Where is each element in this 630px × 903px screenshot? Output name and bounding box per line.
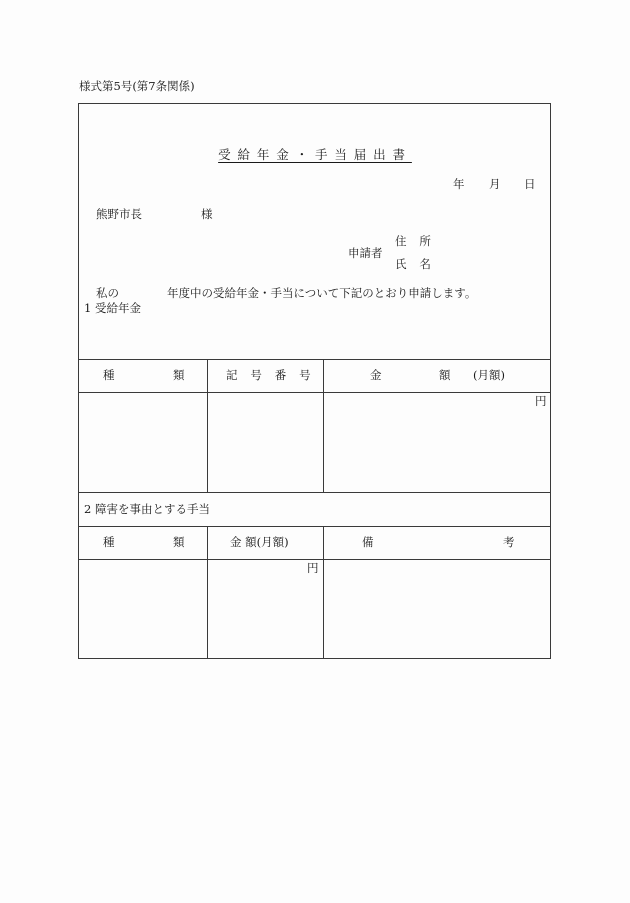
- applicant-address-label: 住 所: [395, 234, 436, 248]
- rule-section1-header-top: [78, 359, 551, 360]
- section1-header-amount-a: 金: [370, 368, 382, 382]
- addressee-honorific: 様: [201, 207, 213, 221]
- form-label: 様式第5号(第7条関係): [79, 79, 195, 93]
- rule-section1-col2: [323, 359, 324, 492]
- date-day-label: 日: [524, 177, 536, 191]
- applicant-name-label: 氏 名: [395, 257, 436, 271]
- section1-header-kind-b: 類: [173, 368, 185, 382]
- section1-yen-unit: 円: [535, 394, 547, 408]
- rule-section2-col2: [323, 526, 324, 659]
- section2-header-remarks-a: 備: [362, 535, 374, 549]
- rule-section1-header-bottom: [78, 392, 551, 393]
- document-title: 受給年金・手当届出書: [218, 147, 412, 162]
- rule-section2-header-bottom: [78, 559, 551, 560]
- section1-header-amount-b: 額: [439, 368, 451, 382]
- applicant-label: 申請者: [348, 246, 383, 260]
- rule-section2-col1: [207, 526, 208, 659]
- date-month-label: 月: [489, 177, 501, 191]
- section2-header-amount: 金 額(月額): [230, 535, 289, 549]
- rule-section1-col1: [207, 359, 208, 492]
- section1-header-number: 記 号 番 号: [226, 368, 316, 382]
- section1-header-amount-c: (月額): [473, 368, 505, 382]
- section2-heading: 2 障害を事由とする手当: [84, 502, 210, 516]
- section2-yen-unit: 円: [307, 561, 319, 575]
- date-year-label: 年: [453, 177, 465, 191]
- addressee-name: 熊野市長: [96, 207, 142, 221]
- section1-header-kind-a: 種: [103, 368, 115, 382]
- rule-section2-heading-top: [78, 492, 551, 493]
- section2-header-kind-a: 種: [103, 535, 115, 549]
- section1-heading: 1 受給年金: [84, 301, 141, 315]
- section2-header-remarks-b: 考: [503, 535, 515, 549]
- statement-prefix: 私の: [96, 286, 119, 300]
- statement-body: 年度中の受給年金・手当について下記のとおり申請します。: [167, 286, 477, 300]
- rule-section2-header-top: [78, 526, 551, 527]
- section2-header-kind-b: 類: [173, 535, 185, 549]
